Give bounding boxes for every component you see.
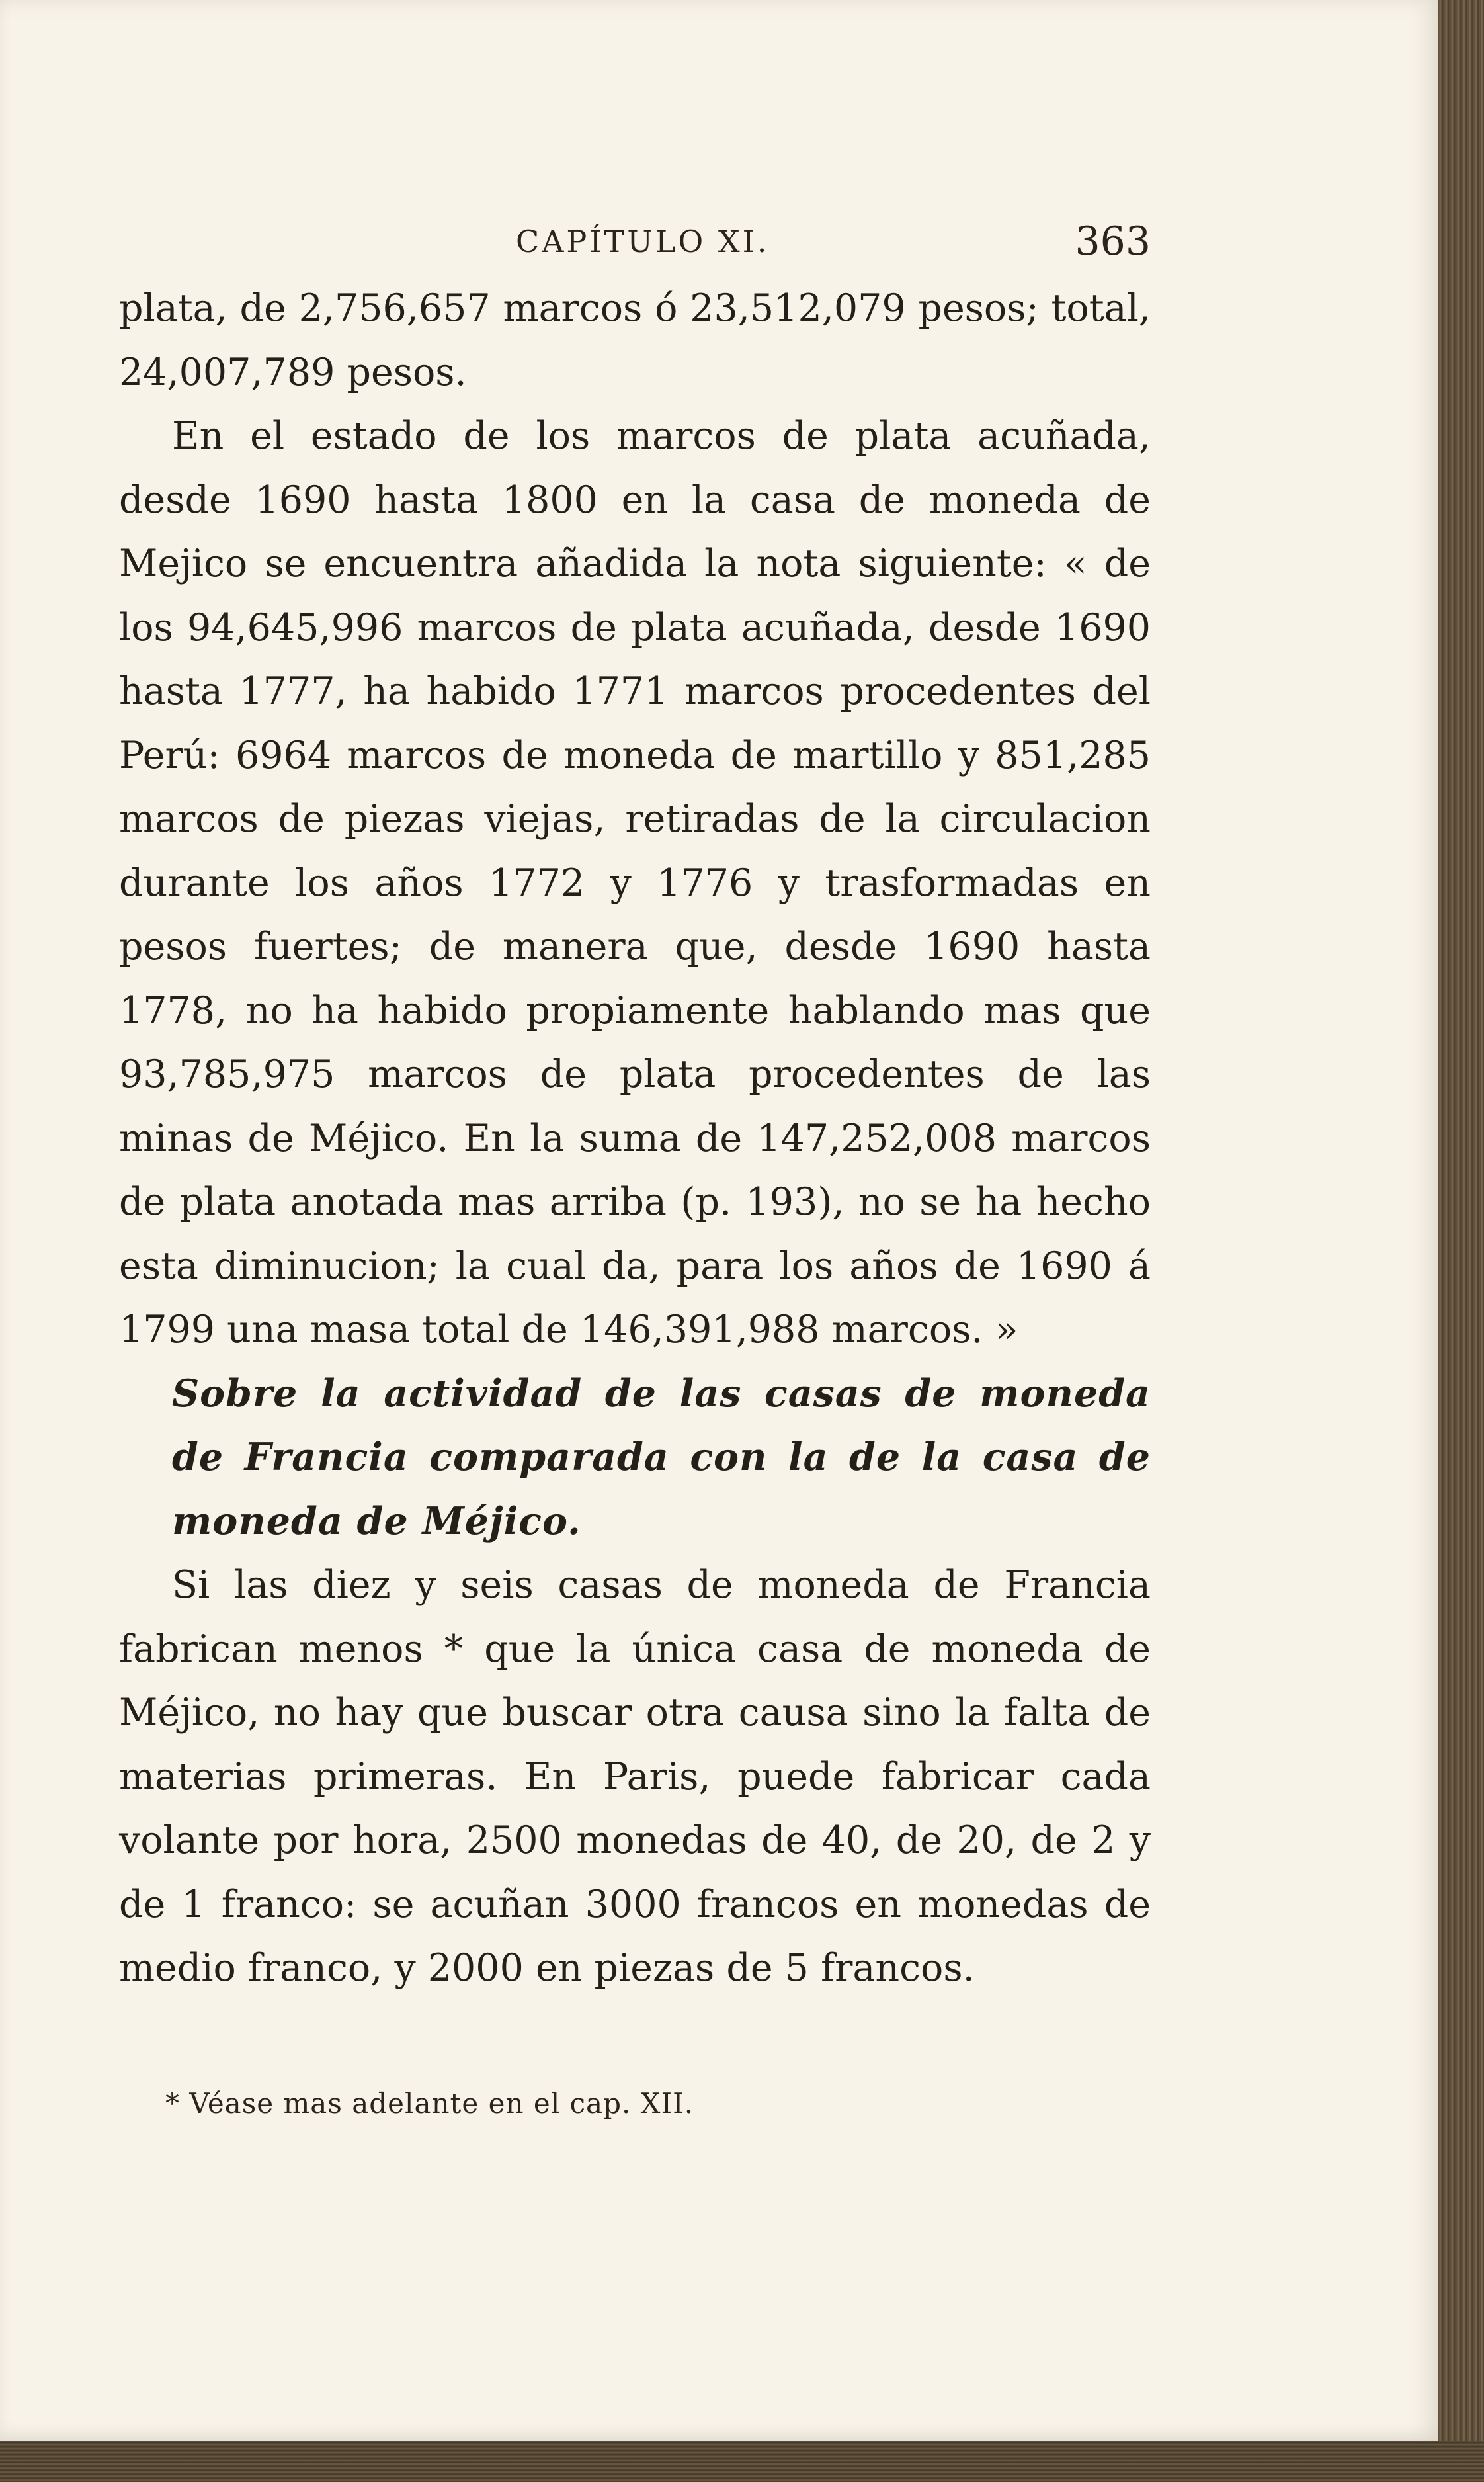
page-edge-bottom	[0, 2441, 1484, 2482]
running-head: CAPÍTULO XI.	[516, 224, 770, 259]
paragraph-3: Si las diez y seis casas de moneda de Francia fabrican menos * que la única casa de moneda de Méjico, no hay que buscar otra causa sino la falta de materias primeras. En Paris, puede fabricar cada volante por hora, 2500 monedas de 40, de 20, de 2 y de 1 franco: se acuñan 3000 francos en monedas de medio franco, y 2000 en piezas de 5 francos.	[119, 1563, 1151, 1990]
page-header	[119, 218, 1151, 271]
section-heading: Sobre la actividad de las casas de moneda de Francia comparada con la de la casa de moneda de Méjico.	[172, 1371, 1151, 1543]
page-number: 363	[1075, 218, 1151, 265]
paragraph-1: plata, de 2,756,657 marcos ó 23,512,079 pesos; total, 24,007,789 pesos.	[119, 286, 1151, 394]
body-text	[119, 277, 1151, 2000]
footnote: * Véase mas adelante en el cap. XII.	[165, 2087, 694, 2119]
paragraph-2: En el estado de los marcos de plata acuñada, desde 1690 hasta 1800 en la casa de moneda de Mejico se encuentra añadida la nota siguiente: « de los 94,645,996 marcos de plata acuñada, desde 1690 hasta 1777, ha habido 1771 marcos procedentes del Perú: 6964 marcos de moneda de martillo y 851,285 marcos de piezas viejas, retiradas de la circulacion durante los años 1772 y 1776 y trasformadas en pesos fuertes; de manera que, desde 1690 hasta 1778, no ha habido propiamente hablando mas que 93,785,975 marcos de plata procedentes de las minas de Méjico. En la suma de 147,252,008 marcos de plata anotada mas arriba (p. 193), no se ha hecho esta diminucion; la cual da, para los años de 1690 á 1799 una masa total de 146,391,988 marcos. »	[119, 414, 1151, 1351]
page-edge-right	[1438, 0, 1484, 2482]
